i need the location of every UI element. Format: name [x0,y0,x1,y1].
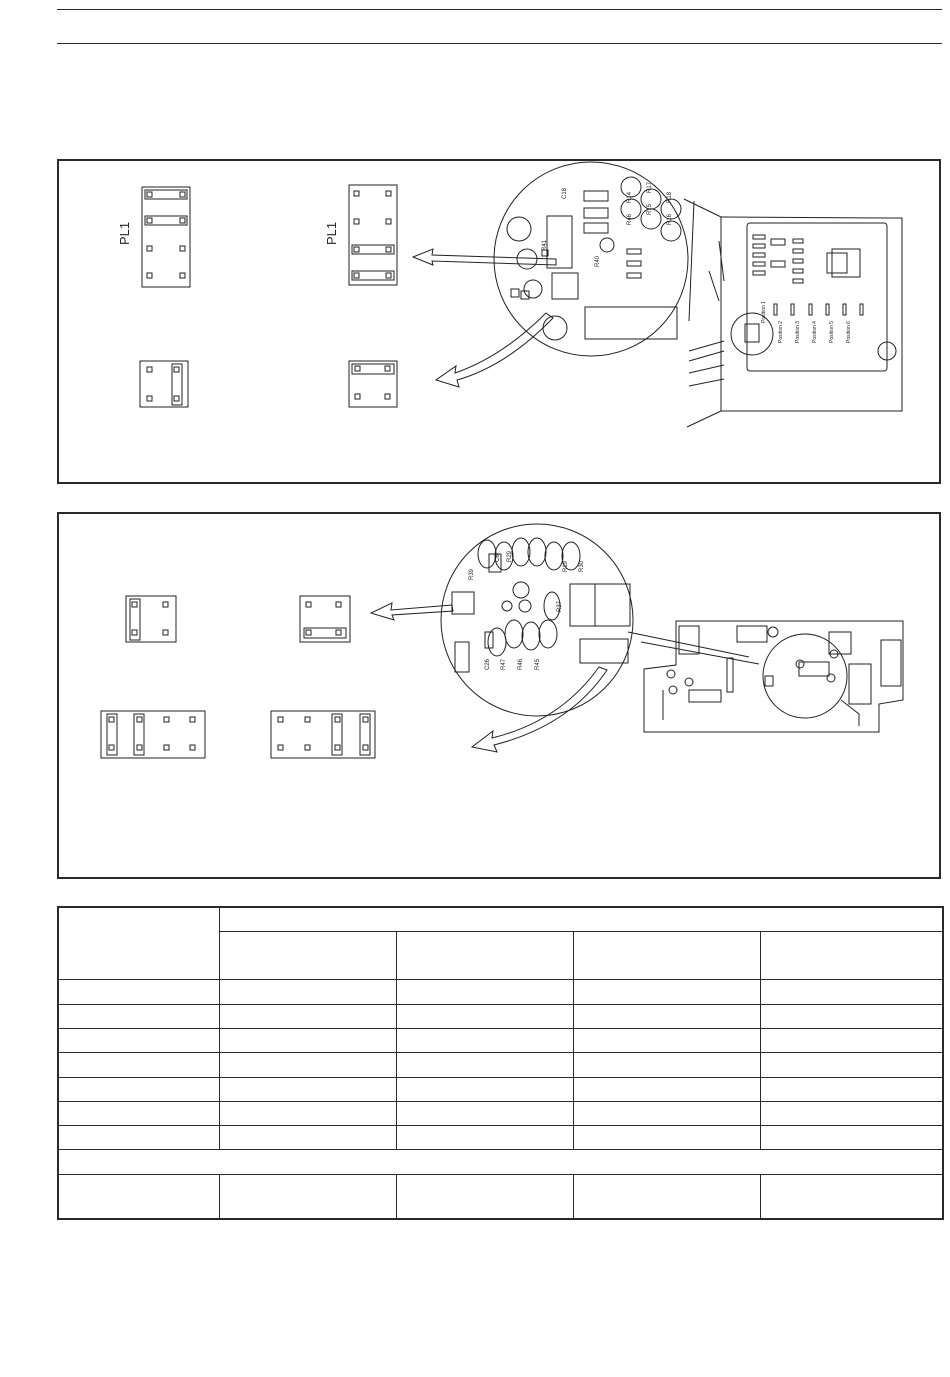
arrow-to-pl1 [413,249,556,265]
header-rule [57,43,942,44]
jumper-block-small-a [140,361,188,407]
table-last-row [58,1174,943,1219]
figure-1-drawing [59,161,943,486]
component-r17: R17 [647,181,653,193]
table-cell [396,1029,573,1053]
component-r15: R15 [647,203,653,215]
table-cell [573,1077,760,1101]
jumper-block-pl1-a [142,187,190,287]
table-cell [760,1004,943,1028]
table-cell [573,1029,760,1053]
jumper-block-small-d [300,596,350,642]
component-r14: R14 [627,191,633,203]
table-cell [219,1077,396,1101]
appliance-cutaway [684,199,902,427]
jumper-block-wide-b [271,711,375,758]
table-header-row-1 [58,907,943,931]
component-r16: R16 [667,213,673,225]
jumper-block-wide-a [101,711,205,758]
table-cell [219,1053,396,1077]
table-cell [58,1101,219,1125]
table-cell [396,1126,573,1150]
table-cell [396,1077,573,1101]
magnified-board-view-2 [441,524,759,716]
table-cell [573,1101,760,1125]
pl1-label-left: PL1 [117,221,132,245]
component-r40: R40 [595,255,601,267]
table-row [58,1077,943,1101]
component-r19: R19 [563,560,569,572]
table-row [58,1029,943,1053]
component-r37: R37 [557,600,563,612]
position-label-4: Position 4 [812,321,818,343]
component-c26: C26 [485,658,491,670]
component-c18: C18 [562,187,568,199]
arrow-to-wide-jumper [472,667,607,752]
table-cell [58,1029,219,1053]
table-cell [760,1077,943,1101]
table-header-cell [760,931,943,980]
top-rule [57,9,942,10]
position-label-1: Position 1 [761,301,767,323]
table-cell [760,980,943,1004]
table-cell [760,1029,943,1053]
component-c6: C6 [495,554,501,562]
table-cell [573,1174,760,1219]
component-r41: R41 [542,239,548,251]
table-header-cell [573,931,760,980]
table-header-corner [58,907,219,980]
component-r45: R45 [535,658,541,670]
table-cell [396,1053,573,1077]
table-cell [396,1101,573,1125]
jumper-block-small-b [349,361,397,407]
arrow-to-small-jumper [436,313,553,387]
table-cell [396,1004,573,1028]
table-cell [58,1174,219,1219]
table-cell [573,1004,760,1028]
table-cell [58,1004,219,1028]
table-cell [760,1174,943,1219]
table-span-row [58,1150,943,1174]
table-cell [219,1174,396,1219]
component-r47: R47 [501,658,507,670]
table-row [58,1004,943,1028]
figure-1-panel [57,159,941,484]
table-cell [573,1053,760,1077]
table-cell [58,1126,219,1150]
table-span-cell [58,1150,943,1174]
table-cell [219,980,396,1004]
table-cell [58,1077,219,1101]
table-cell [573,980,760,1004]
settings-table [57,906,944,1220]
table-header-group [219,907,943,931]
table-cell [760,1126,943,1150]
jumper-block-pl1-b [349,185,397,285]
table-cell [219,1029,396,1053]
component-r30: R30 [579,560,585,572]
table-row [58,980,943,1004]
jumper-block-small-c [126,596,176,642]
component-r46b: R46 [518,658,524,670]
table-header-cell [219,931,396,980]
control-board [644,621,903,732]
table-row [58,1126,943,1150]
table-cell [219,1101,396,1125]
position-label-2: Position 2 [778,321,784,343]
figure-2-panel [57,512,941,879]
component-r39: R39 [469,568,475,580]
component-r46: R46 [627,213,633,225]
position-label-6: Position 6 [846,321,852,343]
table-row [58,1053,943,1077]
component-r18: R18 [667,191,673,203]
table-cell [760,1053,943,1077]
table-cell [219,1004,396,1028]
table-cell [58,1053,219,1077]
table-header-cell [396,931,573,980]
position-label-5: Position 5 [829,321,835,343]
component-r29: R29 [507,550,513,562]
table-cell [573,1126,760,1150]
position-label-3: Position 3 [795,321,801,343]
table-cell [396,980,573,1004]
table-cell [219,1126,396,1150]
pl1-label-right: PL1 [324,221,339,245]
table-cell [760,1101,943,1125]
figure-2-drawing [59,514,943,881]
table-row [58,1101,943,1125]
table-cell [396,1174,573,1219]
table-cell [58,980,219,1004]
